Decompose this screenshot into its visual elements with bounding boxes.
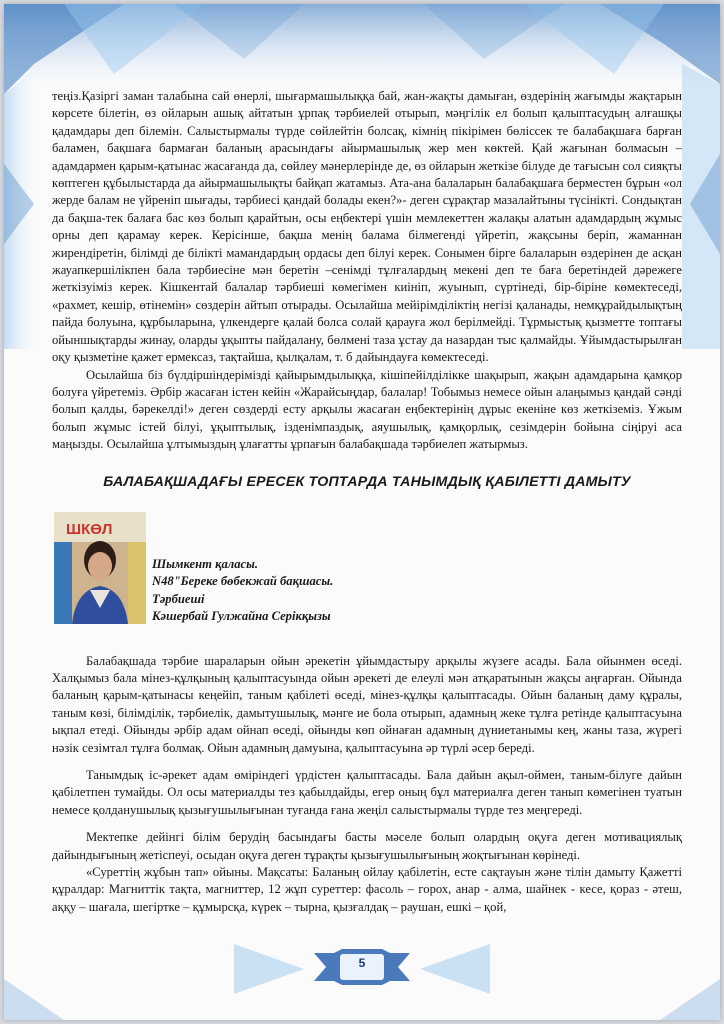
page	[4, 4, 720, 1020]
body-paragraph: теңіз.Қазіргі заман талабына сай өнерлі, шығармашылыққа бай, жан-жақты дамыған, өздерінің жағымды жақтарын көрсете білетін, өз ойларын ашық айтатын ұрпақ тәрбиелей отырып, мәңгілік ел болып қалыптасудың алғашқы қадамдары деп білемін. Салыстырмалы түрде сөйлейтін болсақ, кімнің пікірімен бөліссек те балабақшаға барған баламен, бақшаға бармаған баланың арасындағы айырмашылық жер мен көктей. Қай жағынан болмасын –адамдармен қарым-қатынас жасағанда да, сөйлеу мәнерлерінде де, өз ойларын жеткізе білуде де тағысын сол сияқты көптеген құбылыстарда да айырмашылықты байқап жатамыз. Ата-ана балаларын балабақшаға берместен бұрын «ол жерде балам не үйреніп шығады, тәрбиесі қандай болады екен?»- деген сұрақтар мазалайтыны түсінікті. Сондықтан да бақша-тек балаға бас көз болып қарайтын, осы еңбектері үшін мемлекеттен жалақы алатын адамдардың жұмыс орны деп қарамау керек. Керісінше, бақша менің балама білмегенді үйретіп, жақсыны беріп, жаманнан жирендіретін, білімді де білікті мамандардың ордасы деп білуі керек. Сонымен бірге балаларын өздерінен де асқан жауапкершілікпен бала тәрбиесіне мән беретін –сенімді тұлғалардың мекені деп те баға беретіндей дәрежеге жеткізуіміз керек. Кішкентай балалар тәрбиеші көмегімен киініп, жуынып, сүртінеді, бір-біріне көмектеседі, «рахмет, кешір, өтінемін» сөздерін айтып отырады. Осылайша мейірімділіктің негізі қаланады, немқұрайдылықтың пайда болуына, құрбыларына, үлкендерге қалай болса солай қарауға жол берілмейді. Тұрмыстық қызметте топтағы ойыншықтарды жинау, оларды ұқыпты пайдалану, бөлмені таза ұстау да назардан тыс қалмайды. Ұйымдастырылған оқу қызметіне қажет ермексаз, тақтайша, қылқалам, т. б дайындауға көмектеседі.	[52, 89, 682, 365]
page-content	[52, 88, 682, 916]
author-role: Тәрбиеші	[152, 591, 205, 606]
author-city: Шымкент қаласы.	[152, 556, 258, 571]
page-number-badge	[314, 949, 410, 985]
photo-banner-text: ШКӨЛ	[66, 520, 113, 538]
author-block	[52, 512, 682, 647]
page-number: 5	[358, 956, 366, 970]
body-paragraph: Танымдық іс-әрекет адам өміріндегі үрдістен қалыптасады. Бала дайын ақыл-оймен, таным-білуге дайын қабілетпен тумайды. Ол осы материалды тез қабылдайды, егер оның бұл материалға деген танып көмегінен туатын немесе қолданушылық қызығушылығынан туғанда ғана жеңіл салыстырмалы түрде тез меңгереді.	[52, 767, 682, 817]
article-heading: БАЛАБАҚШАДАҒЫ ЕРЕСЕК ТОПТАРДА ТАНЫМДЫҚ ҚАБІЛЕТТІ ДАМЫТУ	[103, 473, 631, 490]
author-details	[152, 556, 333, 626]
author-school: N48"Береке бөбекжай бақшасы.	[152, 574, 334, 589]
author-photo	[54, 512, 146, 624]
author-name: Кәшербай Гулжайна Серікқызы	[152, 609, 331, 624]
body-paragraph: Мектепке дейінгі білім берудің басындағы басты мәселе болып олардың оқуға деген мотивациялық дайындығының жетіспеуі, осыдан оқуға деген тұрақты қызығушылығының жоқтығынан көрінеді.	[52, 830, 682, 862]
body-paragraph: Балабақшада тәрбие шараларын ойын әрекетін ұйымдастыру арқылы жүзеге асады. Бала ойынмен өседі. Халқымыз бала мінез-құлқының қалыптасуында ойын әрекеті де елеулі мән атқаратынын жақсы аңғарған. Ойында баланың қарым-қатынасы кеңейіп, таным қабілеті өседі, мінез-құлқы қалыптасады. Ойын баланың даму құралы, таным көзі, білімділік, тәрбиелік, дамытушылық, мәнге ие бола отырып, адамның жеке тұлға ретінде қалыптасуына ықпал етеді. Ойынды әрбір адам ойнап өседі, ойынды көп ойнаған адамның дүниетанымы кең, жаны таза, жүрегі нәзік сезімтал тұлға болмақ. Ойын адамның дамуына, қалыптасуына әр түрлі әсер береді.	[52, 653, 682, 755]
body-paragraph: «Суреттің жұбын тап» ойыны. Мақсаты: Баланың ойлау қабілетін, есте сақтауын және тілін дамыту Қажетті құралдар: Магниттік тақта, магниттер, 12 жұп суреттер: фасоль – горох, анар - алма, шайнек - кесе, қораз - әтеш, аққу – шағала, шегіртке – құмырсқа, күрек – тырна, қызғалдақ – раушан, ешкі – қой,	[52, 865, 682, 914]
body-paragraph: Осылайша біз бүлдіршіндерімізді қайырымдылыққа, кішіпейілділікке шақырып, жақын адамдарына қамқор болуға үйретеміз. Әрбір жасаған істен кейін «Жарайсыңдар, балалар! Тобымыз немесе ойын алаңымыз қандай сәнді болып қалды, бәрекелді!» деген сөздерді есту арқылы жасаған еңбектерінің дұрыс екеніне көз жеткіземіз. Ұжым болып жұмыс істей білуі, ұқыптылық, ізденімпаздық, аяушылық, қамқорлық, сезімдерін бойына сіңіруі аса маңызды. Осылайша ұлтымыздың ұлағатты ұрпағын балабақшада тәрбиелеп жатырмыз.	[52, 367, 682, 452]
